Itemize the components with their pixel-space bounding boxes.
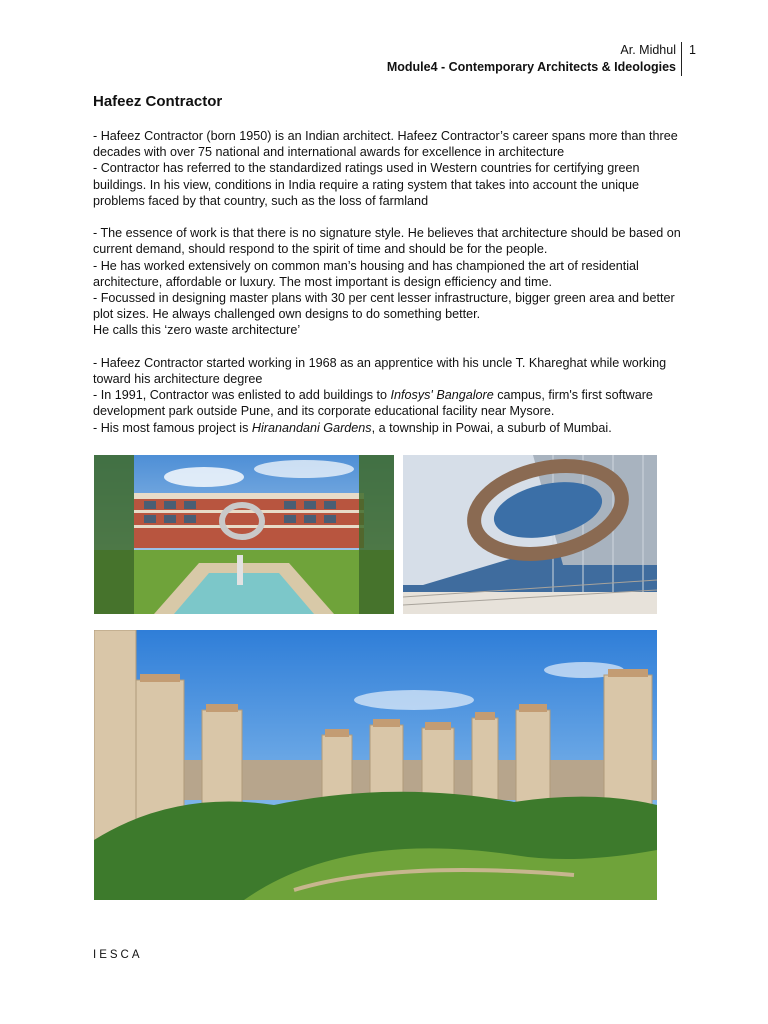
- paragraph-gap: [93, 339, 683, 355]
- glass-building-photo: [403, 455, 657, 614]
- paragraph-housing: - He has worked extensively on common man’s housing and has championed the art of residential architecture, affordable or luxury. The most important is design efficiency and time.: [93, 258, 639, 289]
- paragraph-green-ratings: - Contractor has referred to the standardized ratings used in Western countries for certifying green buildings. In his view, conditions in India require a rating system that takes into account the unique problems faced by that country, such as the loss of farmland: [93, 161, 640, 208]
- body-text: [93, 128, 683, 436]
- paragraph-master-plans: - Focussed in designing master plans with 30 per cent lesser infrastructure, bigger green area and better plot sizes. He always challenged own designs to do something better.: [93, 291, 675, 322]
- paragraph-no-signature-style: - The essence of work is that there is no signature style. He believes that architecture should be based on current demand, should respond to the spirit of time and should be for the people.: [93, 226, 681, 257]
- page-header: [387, 42, 676, 76]
- header-module-title: Module4 - Contemporary Architects & Ideologies: [386, 60, 676, 74]
- paragraph-intro: - Hafeez Contractor (born 1950) is an Indian architect. Hafeez Contractor’s career spans more than three decades with over 75 national and international awards for excellence in architecture: [93, 129, 678, 160]
- page-title: Hafeez Contractor: [93, 93, 223, 110]
- page-number: 1: [689, 43, 696, 57]
- paragraph-infosys: - In 1991, Contractor was enlisted to add buildings to Infosys' Bangalore campus, firm's first software development park outside Pune, and its corporate educational facility near Mysore.: [93, 388, 653, 419]
- paragraph-hiranandani: - His most famous project is Hiranandani Gardens, a township in Powai, a suburb of Mumbai.: [93, 420, 612, 435]
- hiranandani-gardens-photo: [94, 630, 657, 900]
- paragraph-zero-waste: He calls this ‘zero waste architecture’: [93, 323, 301, 338]
- paragraph-apprentice: - Hafeez Contractor started working in 1968 as an apprentice with his uncle T. Khareghat while working toward his architecture degree: [93, 355, 667, 387]
- footer-text: IESCA: [93, 949, 143, 961]
- paragraph-gap: [93, 209, 683, 225]
- header-author: Ar. Midhul: [620, 43, 676, 57]
- infosys-campus-photo: [94, 455, 394, 614]
- header-divider: [681, 42, 682, 76]
